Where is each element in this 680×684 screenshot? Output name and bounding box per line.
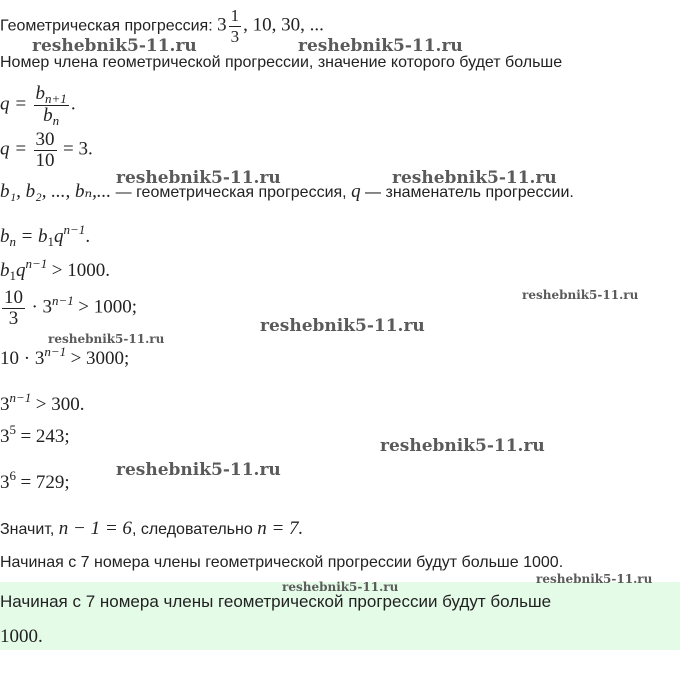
power-5: $3^5 = 243$; — [0, 422, 70, 447]
watermark: reshebnik5-11.ru — [380, 436, 545, 456]
watermark: reshebnik5-11.ru — [32, 36, 197, 56]
formula-q-value: q = $\frac{30}{10}$ = 3. — [0, 129, 93, 171]
inequality-3: $10 \cdot 3^{n-1} > 3000$; — [0, 344, 130, 369]
watermark: reshebnik5-11.ru — [392, 168, 557, 188]
watermark: reshebnik5-11.ru — [116, 460, 281, 480]
heading-label: Геометрическая прогрессия: — [0, 17, 213, 35]
power-6: $3^6 = 729$; — [0, 468, 70, 493]
heading-sequence: , 10, 30, ... — [243, 14, 324, 36]
watermark: reshebnik5-11.ru — [260, 316, 425, 336]
answer-line-1: Начиная с 7 номера члены геометрической прогрессии будут больше — [0, 592, 552, 611]
formula-bn: $b_n = b_1q^{n-1}$. — [0, 222, 91, 249]
heading-whole: 3 — [217, 14, 227, 36]
inequality-1: $b_1q^{n-1} > 1000$. — [0, 256, 110, 283]
watermark: reshebnik5-11.ru — [282, 580, 399, 594]
watermark: reshebnik5-11.ru — [116, 168, 281, 188]
answer-line-2: 1000. — [0, 626, 43, 647]
watermark: reshebnik5-11.ru — [536, 572, 653, 586]
watermark: reshebnik5-11.ru — [48, 332, 165, 346]
question-text: Номер члена геометрической прогрессии, значение которого будет больше — [0, 54, 563, 71]
inequality-2: $\frac{10}{3}$ · $3^{n-1} > 1000$; — [4, 287, 138, 329]
inequality-4: $3^{n-1} > 300$. — [0, 390, 85, 415]
heading-fraction: $\frac{1}{3}$ — [230, 6, 240, 46]
watermark: reshebnik5-11.ru — [522, 288, 639, 302]
definition-line: b₁, b₂, ..., bₙ,... — геометрическая прогрессия, q — знаменатель прогрессии. — [0, 181, 574, 202]
formula-q-ratio: q = $\frac{b_{n+1}}{b_n}$ . — [0, 83, 76, 128]
conclusion-line: Значит, n − 1 = 6, следовательно n = 7. — [0, 518, 304, 539]
result-text: Начиная с 7 номера члены геометрической прогрессии будут больше 1000. — [0, 554, 564, 571]
watermark: reshebnik5-11.ru — [298, 36, 463, 56]
